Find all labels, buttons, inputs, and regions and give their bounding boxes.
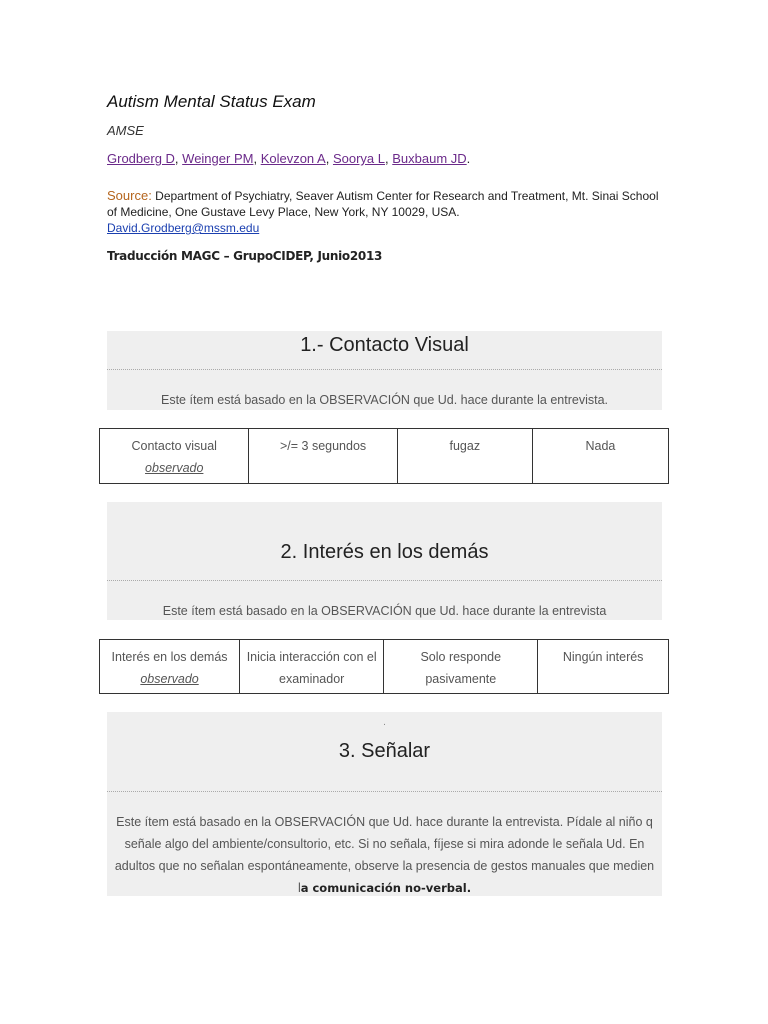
author-link[interactable]: Kolevzon A bbox=[260, 151, 326, 166]
table-label-cell bbox=[100, 429, 249, 484]
table-option: Solo responde pasivamente bbox=[384, 640, 538, 694]
section-title: 2. Interés en los demás bbox=[280, 541, 489, 563]
source-label: Source: bbox=[107, 188, 152, 203]
author-list: Grodberg D, Weinger PM, Kolevzon A, Soorya L, Buxbaum JD. bbox=[107, 151, 471, 166]
author-link[interactable]: Grodberg D bbox=[107, 151, 175, 166]
author-link[interactable]: Soorya L bbox=[332, 151, 386, 166]
section-dot: . bbox=[383, 717, 386, 728]
source-text: Department of Psychiatry, Seaver Autism Center for Research and Treatment, Mt. Sinai School of Medicine, One Gustave Levy Place, New York, NY 10029, USA. bbox=[107, 189, 659, 219]
table-option: fugaz bbox=[397, 429, 532, 484]
section-text: Este ítem está basado en la OBSERVACIÓN que Ud. hace durante la entrevista. bbox=[160, 393, 608, 407]
table-option: Inicia interacción con el examinador bbox=[240, 640, 384, 694]
email-link[interactable]: David.Grodberg@mssm.edu bbox=[107, 221, 260, 235]
table-option: Nada bbox=[532, 429, 668, 484]
author-link[interactable]: Buxbaum JD bbox=[392, 151, 467, 166]
table-option: >/= 3 segundos bbox=[249, 429, 397, 484]
section-senalar bbox=[107, 712, 662, 896]
translation-credit: Traducción MAGC – GrupoCIDEP, Junio2013 bbox=[107, 249, 383, 263]
section-text bbox=[107, 792, 662, 899]
section-title: 3. Señalar bbox=[338, 740, 431, 762]
document-subtitle: AMSE bbox=[107, 123, 144, 138]
document-title: Autism Mental Status Exam bbox=[107, 92, 316, 111]
table-label: Contacto visual bbox=[131, 439, 217, 453]
table-contacto-visual bbox=[99, 428, 669, 484]
section-contacto-visual bbox=[107, 331, 662, 410]
table-label-cell bbox=[100, 640, 240, 694]
section-text-bold: a comunicación no-verbal. bbox=[300, 881, 472, 895]
section-title: 1.- Contacto Visual bbox=[300, 334, 469, 356]
table-label-sub: observado bbox=[140, 672, 199, 686]
section-text: Este ítem está basado en la OBSERVACIÓN que Ud. hace durante la entrevista bbox=[162, 604, 607, 618]
author-link[interactable]: Weinger PM bbox=[182, 151, 254, 166]
table-label-sub: observado bbox=[145, 461, 204, 475]
table-label: Interés en los demás bbox=[111, 650, 228, 664]
section-text-main: Este ítem está basado en la OBSERVACIÓN que Ud. hace durante la entrevista. Pídale al niño q señale algo del ambiente/consultorio, etc. Si no señala, fíjese si mira adonde le señala Ud. En adultos que no señalan espontáneamente, observe la presencia de gestos manuales que medien l bbox=[114, 815, 655, 895]
table-option: Ningún interés bbox=[538, 640, 669, 694]
section-interes bbox=[107, 502, 662, 620]
table-interes bbox=[99, 639, 669, 694]
source-block bbox=[107, 188, 667, 236]
